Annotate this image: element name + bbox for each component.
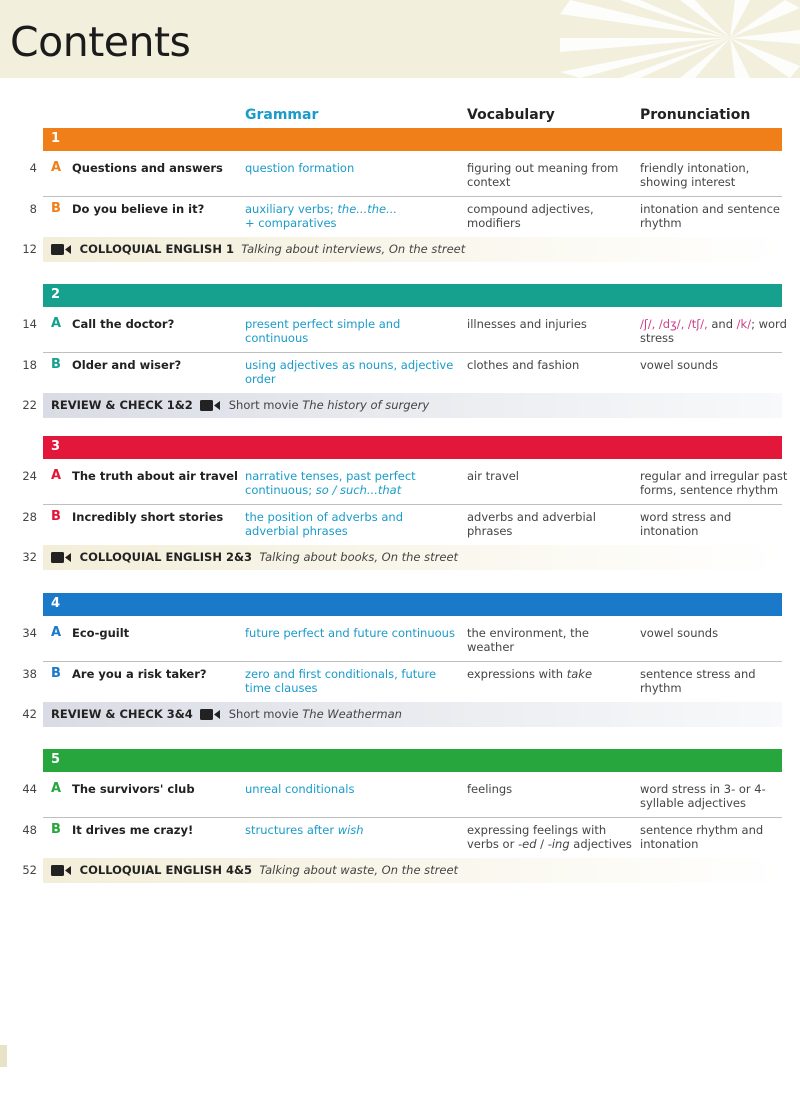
sunburst-decoration [560, 0, 800, 78]
vocabulary-cell: air travel [467, 469, 519, 483]
lesson-title: Incredibly short stories [72, 510, 224, 524]
video-camera-icon [51, 865, 71, 876]
lesson-title: Are you a risk taker? [72, 667, 207, 681]
pronunciation-cell [640, 317, 790, 345]
lesson-letter: A [51, 316, 62, 331]
unit-2-bar[interactable] [43, 284, 782, 307]
lesson-title: Older and wiser? [72, 358, 182, 372]
page-number: 18 [22, 358, 37, 372]
row-divider [43, 661, 782, 662]
strip-text: Talking about interviews, On the street [241, 242, 466, 256]
row-divider [43, 817, 782, 818]
lesson-letter: A [51, 781, 62, 796]
strip-text: Talking about waste, On the street [259, 863, 459, 877]
phoneme-text: /ʃ/, /dʒ/, /tʃ/, [640, 317, 708, 331]
strip-label: COLLOQUIAL ENGLISH 2&3 [79, 550, 252, 564]
unit-5-bar[interactable] [43, 749, 782, 772]
vocabulary-cell [467, 667, 632, 681]
page-number: 34 [22, 626, 37, 640]
lesson-letter: B [51, 201, 61, 216]
row-divider [43, 352, 782, 353]
page-edge-marker [0, 1045, 7, 1067]
page-number: 28 [22, 510, 37, 524]
page-number: 12 [22, 242, 37, 256]
grammar-italic: so / such...that [315, 483, 402, 497]
page-number: 22 [22, 398, 37, 412]
strip-text: The Weatherman [302, 707, 402, 721]
vocab-text-3: adjectives [569, 837, 632, 851]
vocabulary-cell: compound adjectives, modifiers [467, 202, 594, 230]
colloquial-english-strip[interactable] [22, 545, 782, 570]
vocabulary-cell [467, 823, 632, 851]
grammar-cell: zero and first conditionals, future time clauses [245, 667, 437, 695]
grammar-cell [245, 469, 460, 497]
video-camera-icon [200, 400, 220, 411]
unit-number: 3 [51, 439, 61, 454]
page-number: 48 [22, 823, 37, 837]
grammar-text: narrative tenses, past perfect continuous; [245, 469, 416, 497]
page-number: 38 [22, 667, 37, 681]
video-camera-icon [51, 244, 71, 255]
page-number: 24 [22, 469, 37, 483]
pronunciation-cell: word stress and intonation [640, 510, 732, 538]
lesson-letter: A [51, 468, 62, 483]
vocab-text: expressing feelings with verbs or [467, 823, 607, 851]
strip-text: The history of surgery [302, 398, 430, 412]
page-number: 32 [22, 550, 37, 564]
vocabulary-cell: the environment, the weather [467, 626, 589, 654]
page-number: 52 [22, 863, 37, 877]
video-camera-icon [51, 552, 71, 563]
lesson-title: Eco-guilt [72, 626, 130, 640]
strip-label: REVIEW & CHECK 3&4 [51, 707, 193, 721]
lesson-letter: B [51, 357, 61, 372]
lesson-letter: B [51, 509, 61, 524]
pronunciation-cell: regular and irregular past forms, sentence rhythm [640, 469, 788, 497]
lesson-title: It drives me crazy! [72, 823, 194, 837]
page-number: 44 [22, 782, 37, 796]
vocabulary-cell: illnesses and injuries [467, 317, 587, 331]
column-header-pronunciation: Pronunciation [640, 107, 751, 123]
header-bar [0, 0, 800, 78]
vocab-text-2: / [536, 837, 548, 851]
lesson-letter: B [51, 822, 61, 837]
grammar-cell: question formation [245, 161, 355, 175]
grammar-text: auxiliary verbs; [245, 202, 338, 216]
pronunciation-cell: vowel sounds [640, 358, 719, 372]
unit-1-bar[interactable] [43, 128, 782, 151]
pronunciation-cell: friendly intonation, showing interest [640, 161, 750, 189]
unit-4-bar[interactable] [43, 593, 782, 616]
unit-3-bar[interactable] [43, 436, 782, 459]
grammar-cell: using adjectives as nouns, adjective order [245, 358, 454, 386]
lesson-title: Questions and answers [72, 161, 223, 175]
colloquial-english-strip[interactable] [22, 237, 782, 262]
vocabulary-cell: clothes and fashion [467, 358, 580, 372]
grammar-cell: the position of adverbs and adverbial phrases [245, 510, 404, 538]
lesson-letter: A [51, 160, 62, 175]
strip-label: COLLOQUIAL ENGLISH 1 [79, 242, 234, 256]
unit-number: 5 [51, 752, 61, 767]
phoneme-text-2: /k/ [736, 317, 752, 331]
lesson-title: The truth about air travel [72, 469, 239, 483]
row-divider [43, 504, 782, 505]
lesson-title: Call the doctor? [72, 317, 175, 331]
vocab-italic-2: -ing [547, 837, 570, 851]
strip-label: COLLOQUIAL ENGLISH 4&5 [79, 863, 252, 877]
grammar-italic: wish [337, 823, 364, 837]
review-check-strip[interactable] [22, 393, 782, 418]
strip-text: Talking about books, On the street [259, 550, 459, 564]
pronunciation-cell: vowel sounds [640, 626, 719, 640]
lesson-letter: A [51, 625, 62, 640]
column-header-vocabulary: Vocabulary [467, 107, 555, 123]
vocab-italic: take [566, 667, 593, 681]
page-number: 14 [22, 317, 37, 331]
page-title: Contents [10, 18, 191, 66]
strip-extra: Short movie [228, 398, 299, 412]
column-header-grammar: Grammar [245, 107, 319, 123]
vocab-italic: -ed [517, 837, 537, 851]
strip-extra: Short movie [228, 707, 299, 721]
grammar-text-2: + comparatives [245, 216, 337, 230]
pronunciation-cell: word stress in 3- or 4-syllable adjectives [640, 782, 766, 810]
pronunciation-cell: sentence stress and rhythm [640, 667, 756, 695]
page-number: 8 [29, 202, 37, 216]
unit-number: 4 [51, 596, 61, 611]
pron-text-2: ; word stress [640, 317, 787, 345]
lesson-letter: B [51, 666, 61, 681]
grammar-cell: unreal conditionals [245, 782, 355, 796]
pronunciation-cell: intonation and sentence rhythm [640, 202, 780, 230]
grammar-italic: the...the... [337, 202, 398, 216]
pron-text: and [707, 317, 737, 331]
lesson-title: The survivors' club [72, 782, 195, 796]
colloquial-english-strip[interactable] [22, 858, 782, 883]
grammar-cell [245, 823, 460, 837]
unit-number: 1 [51, 131, 61, 146]
row-divider [43, 196, 782, 197]
grammar-text: structures after [245, 823, 338, 837]
review-check-strip[interactable] [22, 702, 782, 727]
vocabulary-cell: adverbs and adverbial phrases [467, 510, 596, 538]
video-camera-icon [200, 709, 220, 720]
vocabulary-cell: figuring out meaning from context [467, 161, 619, 189]
vocabulary-cell: feelings [467, 782, 513, 796]
unit-number: 2 [51, 287, 61, 302]
pronunciation-cell: sentence rhythm and intonation [640, 823, 764, 851]
page-number: 42 [22, 707, 37, 721]
page-number: 4 [29, 161, 37, 175]
strip-label: REVIEW & CHECK 1&2 [51, 398, 193, 412]
lesson-title: Do you believe in it? [72, 202, 205, 216]
vocab-text: expressions with [467, 667, 567, 681]
grammar-cell: present perfect simple and continuous [245, 317, 401, 345]
grammar-cell [245, 202, 460, 230]
grammar-cell: future perfect and future continuous [245, 626, 455, 640]
